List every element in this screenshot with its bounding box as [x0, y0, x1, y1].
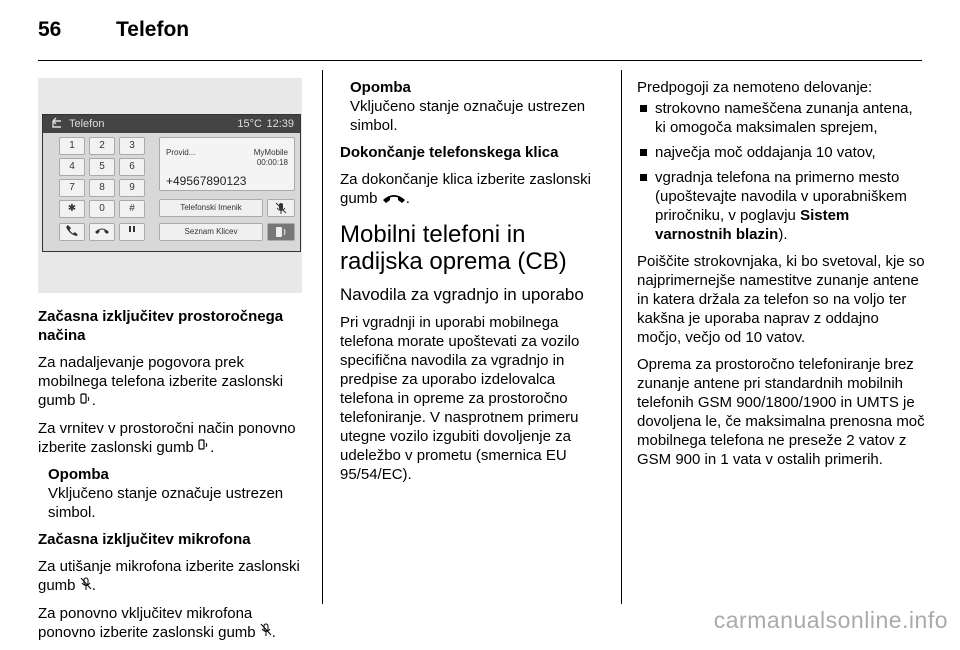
keypad-key: 0	[89, 200, 115, 218]
page-title: Telefon	[116, 18, 190, 41]
handset-toggle-icon	[267, 223, 295, 241]
subheading-install: Navodila za vgradnjo in uporabo	[340, 284, 584, 304]
note	[340, 78, 610, 135]
bullet-square-icon	[640, 105, 647, 112]
keypad-key: 8	[89, 179, 115, 197]
list-item: vgradnja telefona na primerno mesto (upoštevajte navodila v uporabniškem priročniku, v poglavju Sistem varnostnih blazin).	[637, 168, 927, 244]
note-label: Opomba	[350, 79, 411, 96]
list-item: največja moč oddajanja 10 vatov,	[637, 143, 927, 162]
column-2	[340, 78, 610, 492]
phone-screen	[42, 114, 301, 252]
preconditions-intro: Predpogoji za nemoteno delovanje:	[637, 79, 873, 96]
call-duration: 00:00:18	[256, 158, 288, 167]
preconditions-list	[637, 99, 927, 244]
screen-title: Telefon	[69, 118, 105, 130]
handset-icon	[80, 392, 92, 411]
paragraph: Za vrnitev v prostoročni način ponovno izberite zaslonski gumb .	[38, 419, 296, 456]
paragraph: Za ponovno vključitev mikrofona ponovno izberite zaslonski gumb .	[38, 604, 276, 641]
cross-reference: Sistem varnostnih blazin	[655, 207, 850, 243]
keypad-key: 4	[59, 158, 85, 176]
screen-top-bar	[43, 115, 300, 133]
header-rule	[38, 60, 922, 61]
keypad-key: 2	[89, 137, 115, 155]
keypad-key: ✱	[59, 200, 85, 218]
heading-end-call: Dokončanje telefonskega klica	[340, 144, 559, 161]
mute-mic-icon	[260, 623, 272, 642]
paragraph: Za dokončanje klica izberite zaslonski gumb .	[340, 171, 591, 207]
provider-name: Provid...	[166, 148, 196, 157]
keypad-key: 1	[59, 137, 85, 155]
phone-screen-illustration	[38, 78, 302, 293]
call-list-button: Seznam Klicev	[159, 223, 263, 241]
screen-time: 12:39	[266, 118, 294, 130]
note-text: Vključeno stanje označuje ustrezen simbol.	[350, 98, 586, 134]
pause-icon	[119, 223, 145, 241]
column-3	[637, 78, 927, 477]
paragraph: Za utišanje mikrofona izberite zaslonski gumb .	[38, 558, 300, 595]
screen-body	[43, 133, 300, 251]
paragraph-install: Pri vgradnji in uporabi mobilnega telefona morate upoštevati za vozilo specifična navodila za vgradnjo in predpise za uporabo izdelovalca telefona in opreme za prostoročno telefoniranje. V nasprotnem primeru utegne vozilo izgubiti dovoljenje za udeležbo v prometu (smernica EU 95/54/EC).	[340, 313, 580, 483]
handset-icon	[198, 438, 210, 457]
keypad-key: 9	[119, 179, 145, 197]
column-1	[38, 78, 306, 650]
keypad-key: 7	[59, 179, 85, 197]
dialed-number: +49567890123	[166, 174, 247, 188]
note	[38, 465, 306, 522]
phonebook-button: Telefonski Imenik	[159, 199, 263, 217]
screen-temperature: 15°C	[237, 118, 262, 130]
note-label: Opomba	[48, 466, 109, 484]
page-header	[38, 18, 189, 42]
column-divider-2	[621, 70, 622, 604]
heading-handsfree-off: Začasna izključitev prostoročnega načina	[38, 308, 284, 344]
page-number: 56	[38, 18, 62, 41]
paragraph: Za nadaljevanje pogovora prek mobilnega telefona izberite zaslonski gumb .	[38, 354, 284, 409]
section-heading-mobile-phones: Mobilni telefoni in radijska oprema (CB)	[340, 220, 567, 275]
keypad-key: #	[119, 200, 145, 218]
mute-mic-icon	[80, 577, 92, 596]
active-call-panel	[159, 137, 295, 191]
device-name: MyMobile	[253, 148, 288, 157]
column-divider-1	[322, 70, 323, 604]
keypad-key: 3	[119, 137, 145, 155]
mute-mic-icon	[267, 199, 295, 217]
end-call-icon	[89, 223, 115, 241]
note-text: Vključeno stanje označuje ustrezen simbol.	[48, 485, 284, 522]
keypad-key: 6	[119, 158, 145, 176]
phone-icon	[59, 223, 85, 241]
end-call-icon	[382, 190, 406, 209]
watermark: carmanualsonline.info	[713, 607, 948, 633]
paragraph: Poiščite strokovnjaka, ki bo svetoval, kje so najprimernejše namestitve zunanje antene in katera držala za telefon so na voljo ter kakšna je uporaba naprav z oddajno močjo, večjo od 10 vatov.	[637, 253, 925, 346]
heading-mic-off: Začasna izključitev mikrofona	[38, 531, 251, 549]
list-item: strokovno nameščena zunanja antena, ki omogoča maksimalen sprejem,	[637, 99, 927, 137]
keypad-key: 5	[89, 158, 115, 176]
bullet-square-icon	[640, 149, 647, 156]
bullet-square-icon	[640, 174, 647, 181]
paragraph: Oprema za prostoročno telefoniranje brez zunanje antene pri standardnih mobilnih telefonih GSM 900/1800/1900 in UMTS je dovoljena le, če maksimalna prenosna moč mobilnega telefona ne preseže 2 vatov z GSM 900 in 1 vata v ostalih primerih.	[637, 356, 925, 468]
